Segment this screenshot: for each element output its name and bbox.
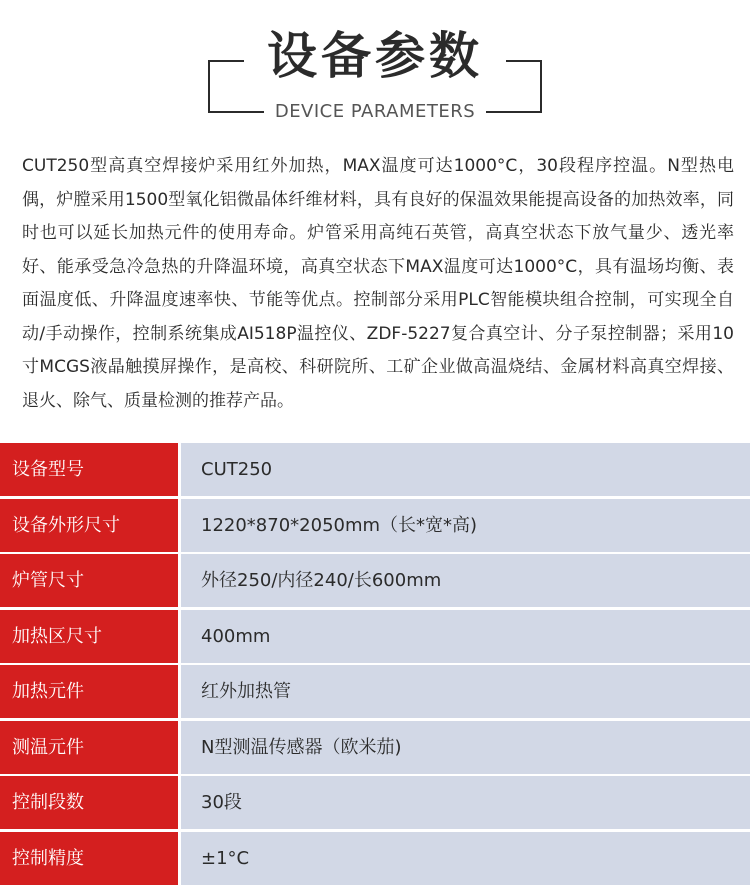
param-row	[0, 554, 750, 610]
param-value: CUT250	[181, 443, 750, 496]
param-label: 加热区尺寸	[0, 610, 178, 663]
param-value: 30段	[181, 776, 750, 829]
param-label: 测温元件	[0, 721, 178, 774]
param-value: N型测温传感器（欧米茄)	[181, 721, 750, 774]
param-value: 1220*870*2050mm（长*宽*高)	[181, 499, 750, 552]
param-row	[0, 499, 750, 555]
params-table	[0, 443, 750, 887]
section-header	[0, 0, 750, 140]
param-label: 设备型号	[0, 443, 178, 496]
param-row	[0, 665, 750, 721]
param-label: 炉管尺寸	[0, 554, 178, 607]
param-row	[0, 776, 750, 832]
param-row	[0, 721, 750, 777]
param-value: 红外加热管	[181, 665, 750, 718]
product-description: CUT250型高真空焊接炉采用红外加热，MAX温度可达1000°C，30段程序控温。N型热电偶，炉膛采用1500型氧化铝微晶体纤维材料，具有良好的保温效果能提高设备的加热效率，同时也可以延长加热元件的使用寿命。炉管采用高纯石英管，高真空状态下放气量少、透光率好、能承受急冷急热的升降温环境，高真空状态下MAX温度可达1000°C，具有温场均衡、表面温度低、升降温度速率快、节能等优点。控制部分采用PLC智能模块组合控制，可实现全自动/手动操作，控制系统集成AI518P温控仪、ZDF-5227复合真空计、分子泵控制器；采用10寸MCGS液晶触摸屏操作，是高校、科研院所、工矿企业做高温烧结、金属材料高真空焊接、退火、除气、质量检测的推荐产品。	[22, 150, 734, 418]
page-title: 设备参数	[0, 26, 750, 86]
param-label: 控制精度	[0, 832, 178, 885]
param-row	[0, 832, 750, 887]
param-value: 外径250/内径240/长600mm	[181, 554, 750, 607]
param-label: 加热元件	[0, 665, 178, 718]
page-subtitle: DEVICE PARAMETERS	[0, 100, 750, 124]
param-label: 设备外形尺寸	[0, 499, 178, 552]
param-row	[0, 443, 750, 499]
param-row	[0, 610, 750, 666]
param-value: ±1°C	[181, 832, 750, 885]
param-label: 控制段数	[0, 776, 178, 829]
param-value: 400mm	[181, 610, 750, 663]
